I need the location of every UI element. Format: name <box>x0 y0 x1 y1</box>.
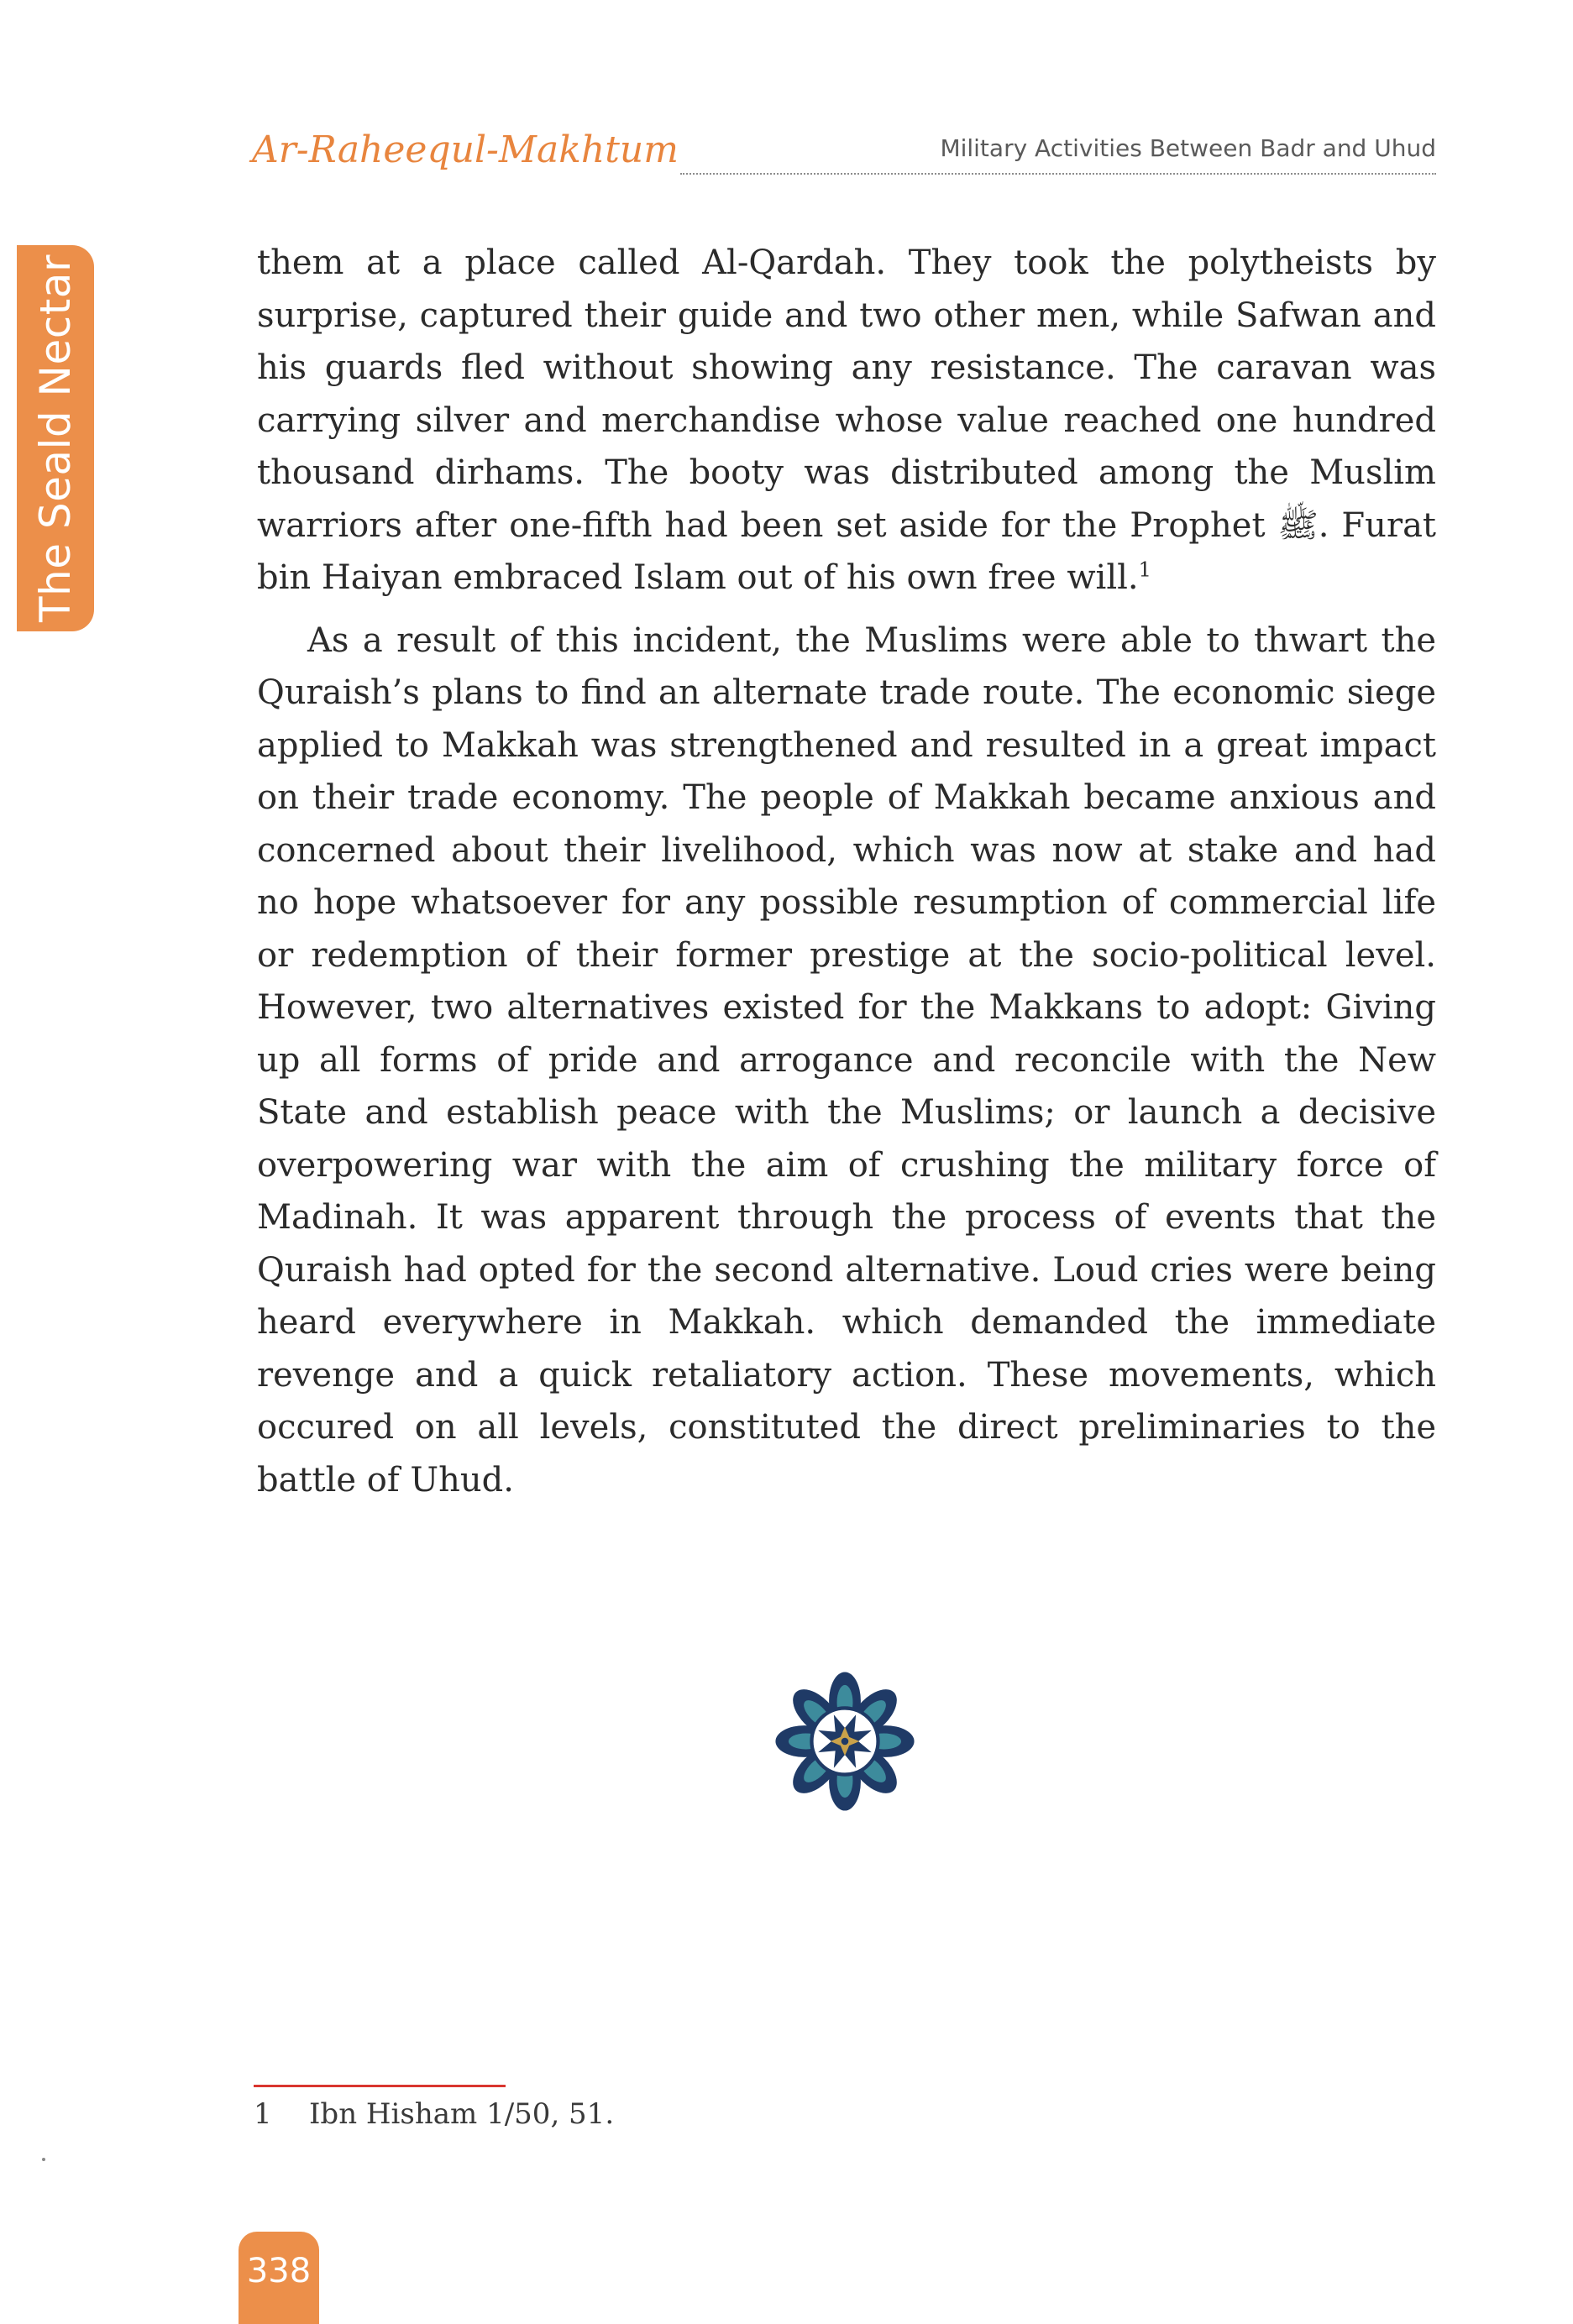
footnote <box>254 2097 614 2131</box>
footnote-rule <box>254 2085 506 2087</box>
stray-dot <box>42 2158 45 2161</box>
header-book-title: Ar-Raheequl-Makhtum <box>252 128 679 171</box>
paragraph-1-text: them at a place called Al-Qardah. They took the polytheists by surprise, captured their guide and two other men, while Safwan and his guards fled without showing any resistance. The caravan was carrying silver and merchandise whose value reached one hundred thousand dirhams. The booty was distributed among the Muslim warriors after one-fifth had been set aside for the Prophet ﷺ. Furat bin Haiyan embraced Islam out of his own free will. <box>257 243 1436 597</box>
body-text <box>257 237 1436 1506</box>
header-chapter-title: Military Activities Between Badr and Uhud <box>940 134 1436 162</box>
side-tab-label: The Seald Nectar <box>31 254 80 623</box>
header-dotted-rule <box>680 173 1436 175</box>
footnote-text: Ibn Hisham 1/50, 51. <box>309 2097 615 2131</box>
paragraph-2: As a result of this incident, the Muslims were able to thwart the Quraish’s plans to find an alternate trade route. The economic siege applied to Makkah was strengthened and resulted in a great impact on their trade economy. The people of Makkah became anxious and concerned about their livelihood, which was now at stake and had no hope whatsoever for any possible resumption of commercial life or redemption of their former prestige at the socio-political level. However, two alternatives existed for the Makkans to adopt: Giving up all forms of pride and arrogance and reconcile with the New State and establish peace with the Muslims; or launch a decisive overpowering war with the aim of crushing the military force of Madinah. It was apparent through the process of events that the Quraish had opted for the second alternative. Loud cries were being heard everywhere in Makkah. which demanded the immediate revenge and a quick retaliatory action. These movements, which occured on all levels, constituted the direct preliminaries to the battle of Uhud. <box>257 620 1436 1500</box>
side-tab <box>17 245 94 631</box>
running-header <box>252 124 1436 175</box>
page-number: 338 <box>246 2252 312 2290</box>
footnote-reference[interactable]: 1 <box>1138 557 1151 582</box>
ornament-rosette-icon <box>773 1669 917 1814</box>
footnote-number: 1 <box>254 2097 272 2131</box>
page-number-tab <box>239 2232 319 2324</box>
paragraph-1 <box>257 237 1436 605</box>
